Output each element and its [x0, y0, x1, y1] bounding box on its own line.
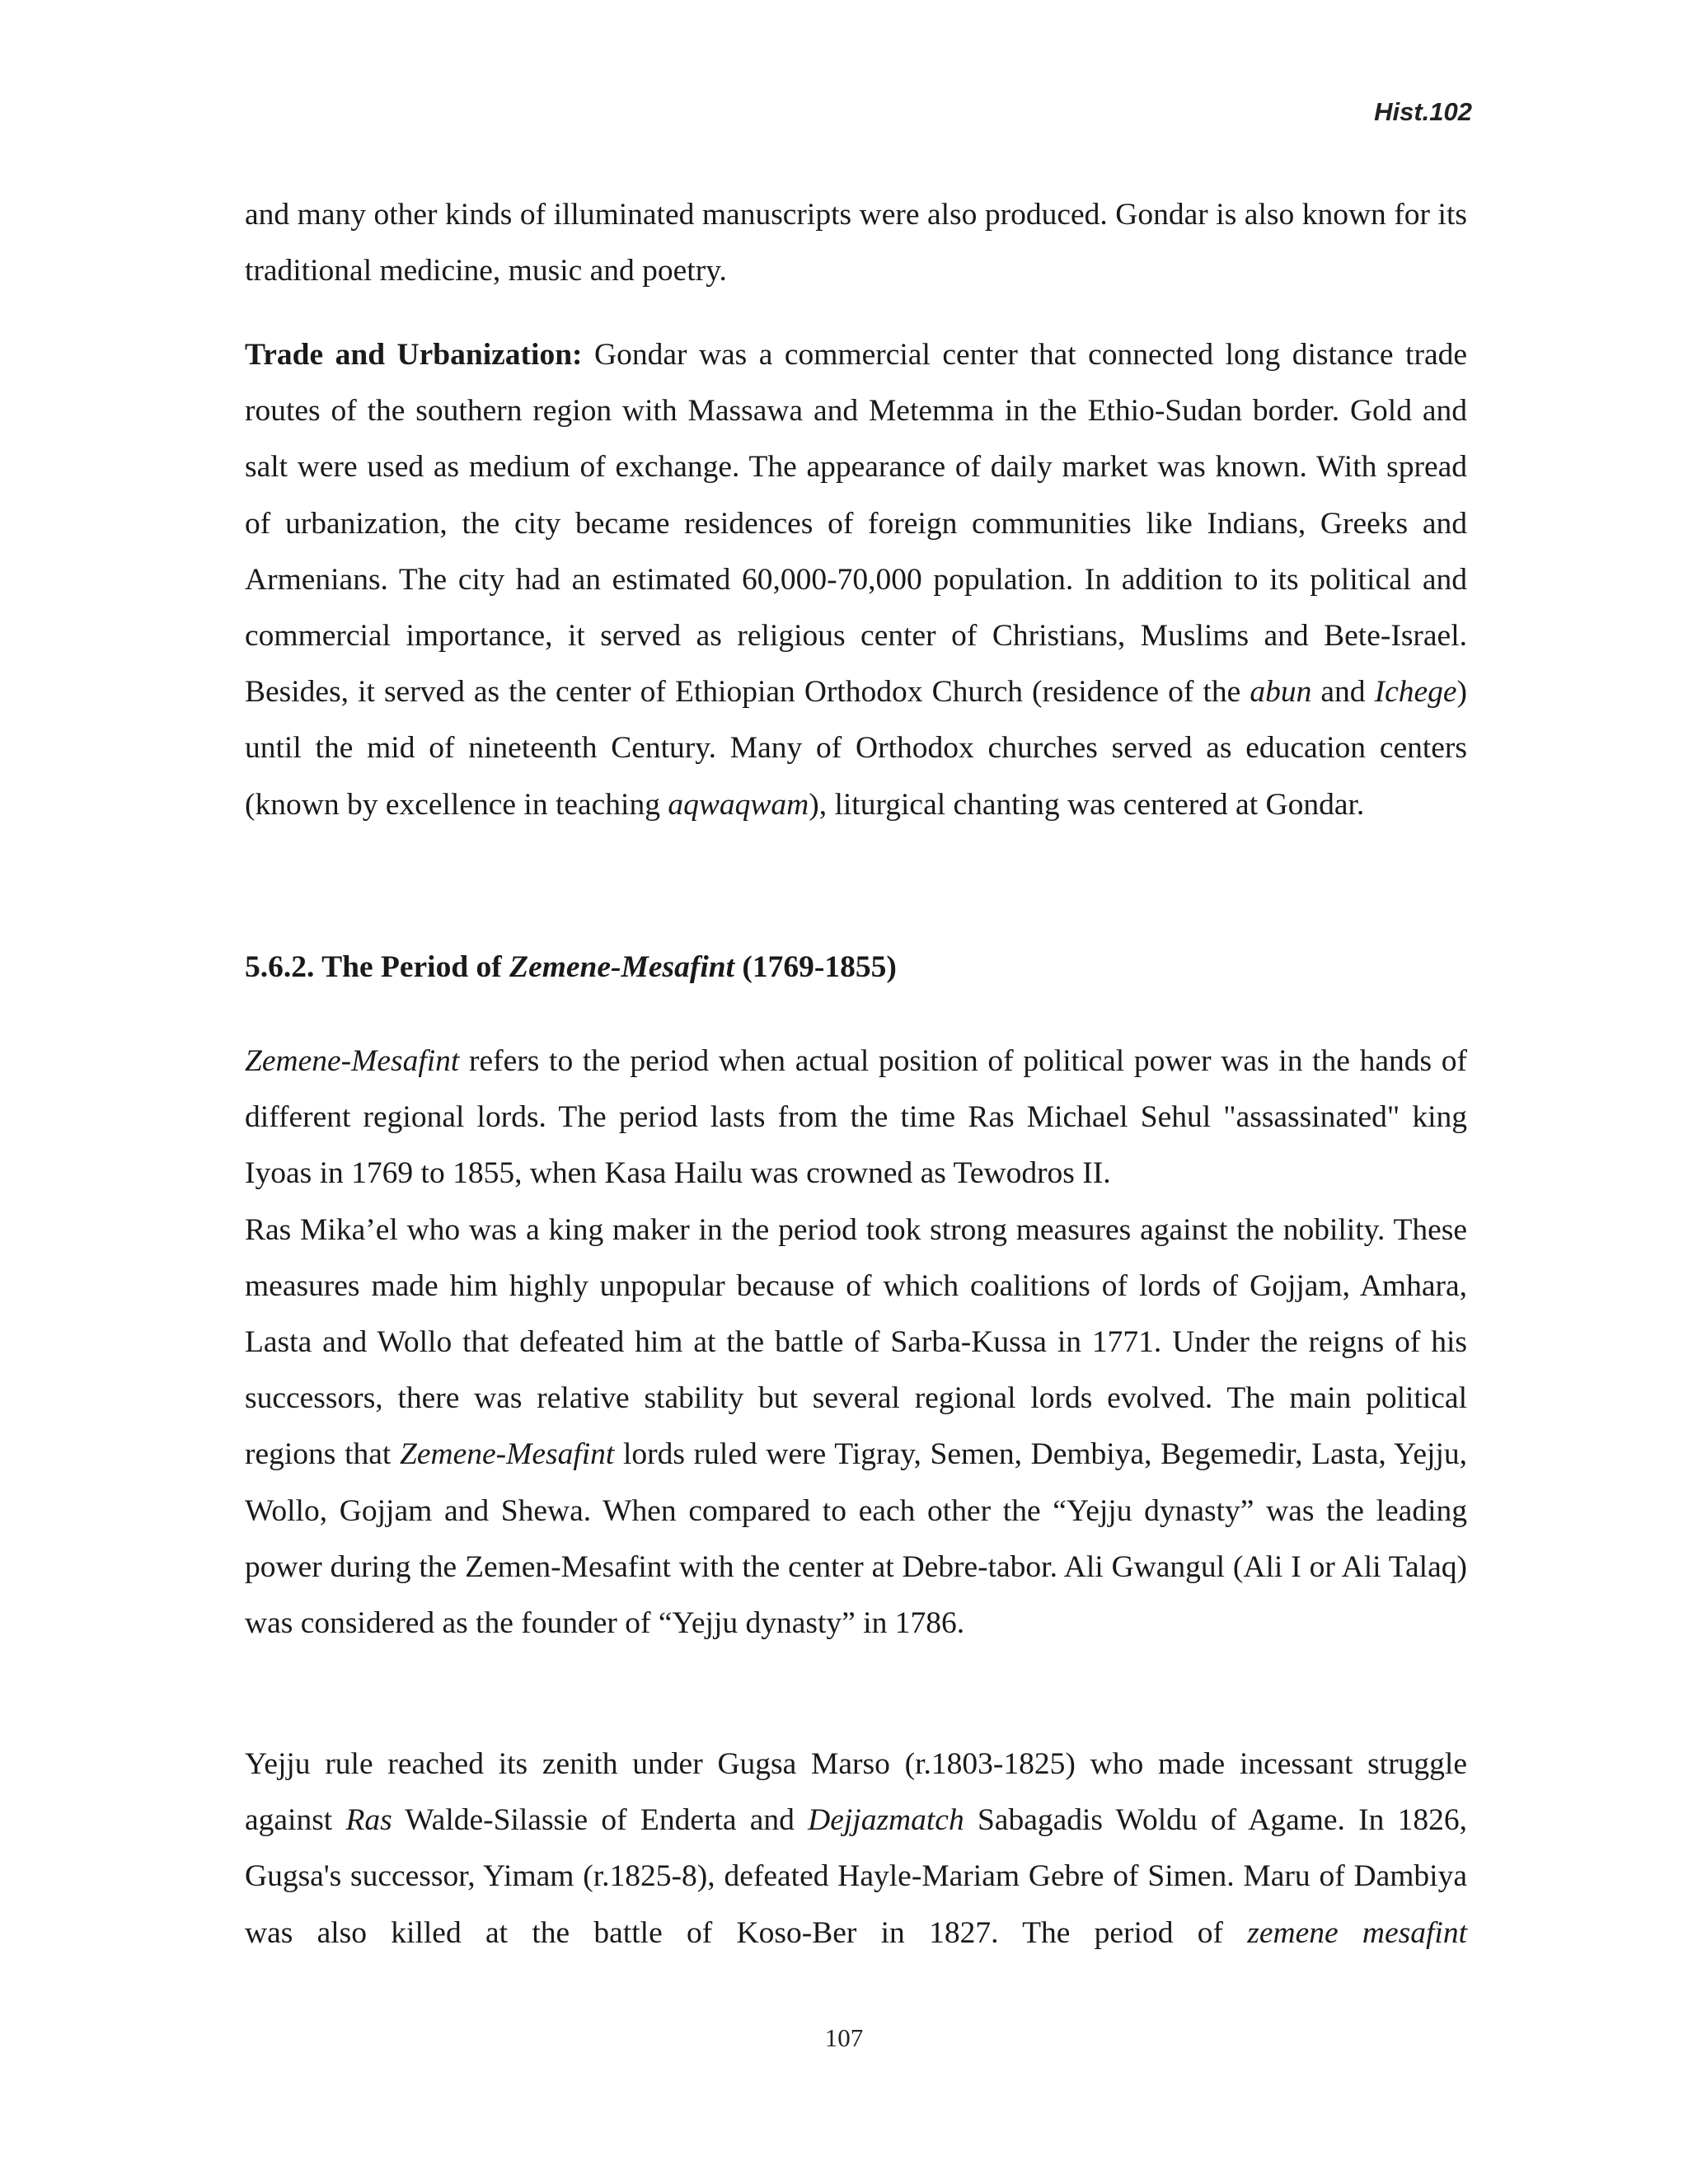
paragraph-manuscripts: [245, 187, 1467, 299]
italic-term: Dejjazmatch: [808, 1803, 964, 1838]
heading-suffix: (1769-1855): [734, 950, 897, 984]
paragraph-text: ), liturgical chanting was centered at Gondar.: [809, 787, 1365, 822]
italic-term: zemene mesafint: [1247, 1915, 1468, 1950]
italic-term: Ras: [345, 1803, 392, 1838]
heading-prefix: 5.6.2. The Period of: [245, 950, 510, 984]
italic-term: Zemene-Mesafint: [245, 1044, 460, 1078]
paragraph-text: Sabagadis Woldu of Agame. In 1826, Gugsa's successor, Yimam (r.1825-8), defeated Hayle-Mariam Gebre of Simen. Maru of Dambiya was also killed at the battle of Koso-Ber in 1827. The period of: [245, 1803, 1467, 1950]
heading-italic: Zemene-Mesafint: [509, 950, 735, 984]
paragraph-zemene-mesafint: [245, 1033, 1467, 1652]
paragraph-text: Gondar was a commercial center that connected long distance trade routes of the southern region with Massawa and Metemma in the Ethio-Sudan border. Gold and salt were used as medium of exchange. The appearance of daily market was known. With spread of urbanization, the city became residences of foreign communities like Indians, Greeks and Armenians. The city had an estimated 60,000-70,000 population. In addition to its political and commercial importance, it served as religious center of Christians, Muslims and Bete-Israel. Besides, it served as the center of Ethiopian Orthodox Church (residence of the: [245, 338, 1467, 710]
paragraph-part: [245, 1202, 1467, 1652]
italic-term: abun: [1250, 675, 1312, 710]
paragraph-text: Walde-Silassie of Enderta and: [392, 1803, 809, 1838]
paragraph-text: Ras Mika’el who was a king maker in the period took strong measures against the nobility. These measures made him highly unpopular because of which coalitions of lords of Gojjam, Amhara, Lasta and Wollo that defeated him at the battle of Sarba-Kussa in 1771. Under the reigns of his successors, there was relative stability but several regional lords evolved. The main political regions that: [245, 1212, 1467, 1472]
paragraph-yejju-rule: [245, 1736, 1467, 1961]
paragraph-text: refers to the period when actual position of political power was in the hands of different regional lords. The period lasts from the time Ras Michael Sehul "assassinated" king Iyoas in 1769 to 1855, when Kasa Hailu was crowned as Tewodros II.: [245, 1044, 1467, 1191]
paragraph-text: Yejju rule reached its zenith under Gugsa Marso (r.1803-1825) who made incessant struggle against: [245, 1747, 1467, 1838]
paragraph-lead-heading: Trade and Urbanization:: [245, 338, 583, 372]
italic-term: Ichege: [1374, 675, 1457, 710]
section-heading: [245, 949, 897, 985]
running-header: Hist.102: [1374, 97, 1472, 126]
italic-term: Zemene-Mesafint: [399, 1437, 615, 1472]
paragraph-trade-urbanization: [245, 327, 1467, 833]
paragraph-text: lords ruled were Tigray, Semen, Dembiya, Begemedir, Lasta, Yejju, Wollo, Gojjam and Shewa. When compared to each other the “Yejju dynasty” was the leading power during the Zemen-Mesafint with the center at Debre-tabor. Ali Gwangul (Ali I or Ali Talaq) was considered as the founder of “Yejju dynasty” in 1786.: [245, 1437, 1467, 1641]
paragraph-part: [245, 1033, 1467, 1202]
paragraph-text: and: [1311, 675, 1375, 710]
page-number: 107: [824, 2023, 864, 2052]
italic-term: aqwaqwam: [668, 787, 809, 822]
paragraph-text: and many other kinds of illuminated manuscripts were also produced. Gondar is also known for its traditional medicine, music and poetry.: [245, 198, 1467, 288]
paragraph-text: ) until the mid of nineteenth Century. Many of Orthodox churches served as education centers (known by excellence in teaching: [245, 675, 1467, 822]
